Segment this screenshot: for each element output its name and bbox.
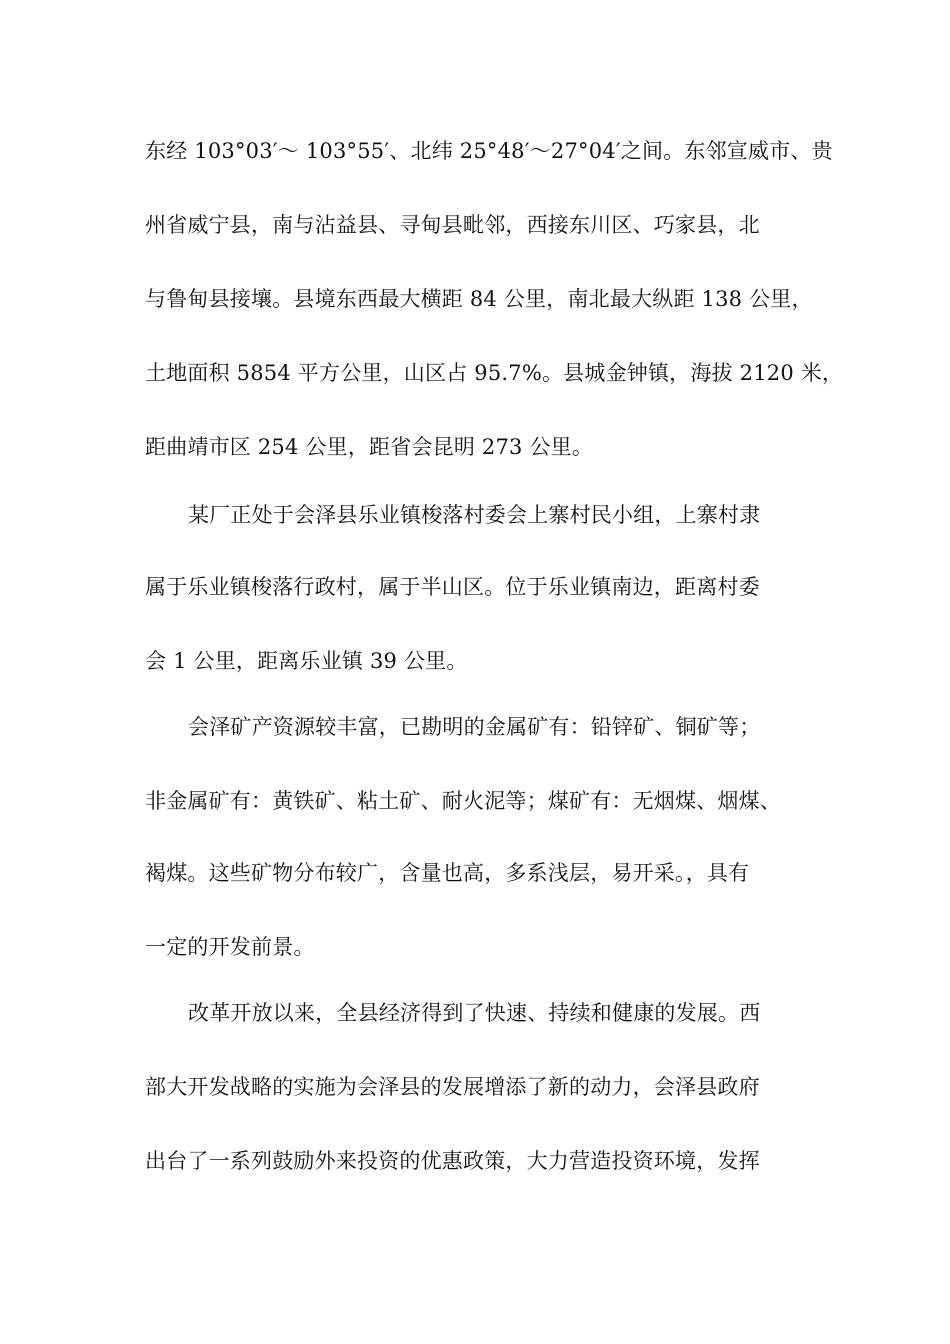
text-line: 距曲靖市区 254 公里，距省会昆明 273 公里。 [145,435,594,459]
text-line: 改革开放以来，全县经济得到了快速、持续和健康的发展。西 [188,1001,761,1025]
text-line: 非金属矿有：黄铁矿、粘土矿、耐火泥等；煤矿有：无烟煤、烟煤、 [145,789,781,813]
text-line: 属于乐业镇梭落行政村，属于半山区。位于乐业镇南边，距离村委 [145,575,760,599]
text-line: 州省威宁县，南与沾益县、寻甸县毗邻，西接东川区、巧家县，北 [145,213,760,237]
text-line: 出台了一系列鼓励外来投资的优惠政策，大力营造投资环境，发挥 [145,1149,760,1173]
text-line: 一定的开发前景。 [145,935,315,959]
text-line: 部大开发战略的实施为会泽县的发展增添了新的动力，会泽县政府 [145,1075,760,1099]
text-line: 会泽矿产资源较丰富，已勘明的金属矿有：铅锌矿、铜矿等； [188,715,761,739]
text-line: 褐煤。这些矿物分布较广，含量也高，多系浅层，易开采。，具有 [145,861,750,885]
text-line: 土地面积 5854 平方公里，山区占 95.7%。县城金钟镇，海拔 2120 米， [145,361,844,385]
text-line: 会 1 公里，距离乐业镇 39 公里。 [145,649,468,673]
text-line: 与鲁甸县接壤。县境东西最大横距 84 公里，南北最大纵距 138 公里， [145,287,813,311]
text-line: 某厂正处于会泽县乐业镇梭落村委会上寨村民小组，上寨村隶 [188,503,761,527]
text-line: 东经 103°03′～ 103°55′、北纬 25°48′～27°04′之间。东邻宣威市、贵 [145,139,833,163]
